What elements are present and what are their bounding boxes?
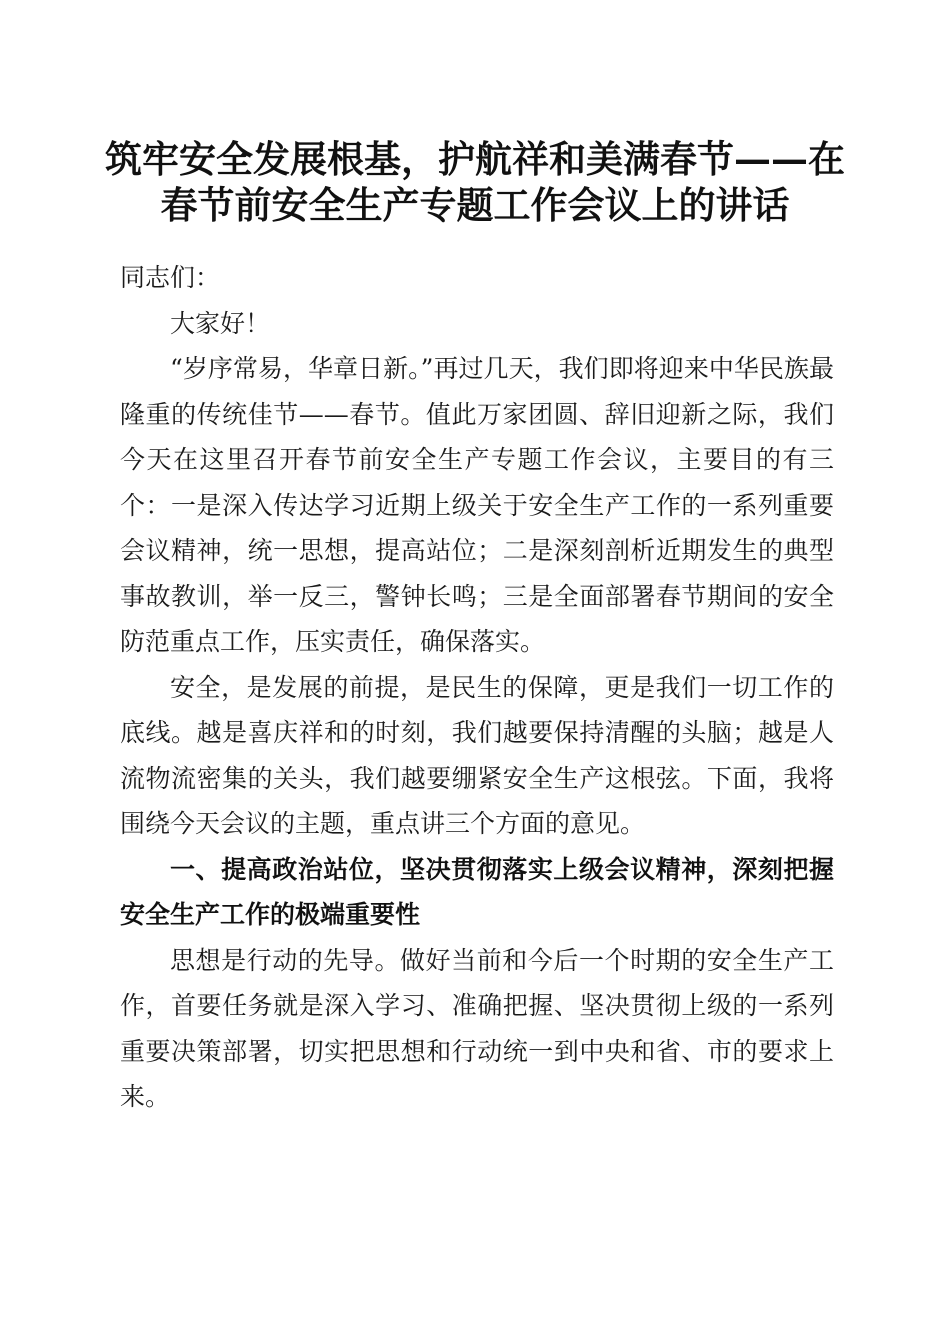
section-heading-1: 一、提高政治站位，坚决贯彻落实上级会议精神，深刻把握安全生产工作的极端重要性 [120, 854, 834, 929]
paragraph-opening: “岁序常易，华章日新。”再过几天，我们即将迎来中华民族最隆重的传统佳节——春节。值此万家团圆、辞旧迎新之际，我们今天在这里召开春节前安全生产专题工作会议，主要目的有三个：一是深入传达学习近期上级关于安全生产工作的一系列重要会议精神，统一思想，提高站位；二是深刻剖析近期发生的典型事故教训，举一反三，警钟长鸣；三是全面部署春节期间的安全防范重点工作，压实责任，确保落实。 [120, 354, 834, 656]
paragraph-safety: 安全，是发展的前提，是民生的保障，更是我们一切工作的底线。越是喜庆祥和的时刻，我们越要保持清醒的头脑；越是人流物流密集的关头，我们越要绷紧安全生产这根弦。下面，我将围绕今天会议的主题，重点讲三个方面的意见。 [120, 672, 834, 838]
paragraph-section-1: 思想是行动的先导。做好当前和今后一个时期的安全生产工作，首要任务就是深入学习、准确把握、坚决贯彻上级的一系列重要决策部署，切实把思想和行动统一到中央和省、市的要求上来。 [120, 945, 834, 1111]
document-title-line-1: 筑牢安全发展根基，护航祥和美满春节——在 [105, 137, 845, 181]
document-title-line-2: 春节前安全生产专题工作会议上的讲话 [160, 183, 790, 227]
greeting: 大家好！ [170, 308, 271, 338]
document-body [120, 255, 834, 1120]
salutation: 同志们： [120, 263, 221, 292]
